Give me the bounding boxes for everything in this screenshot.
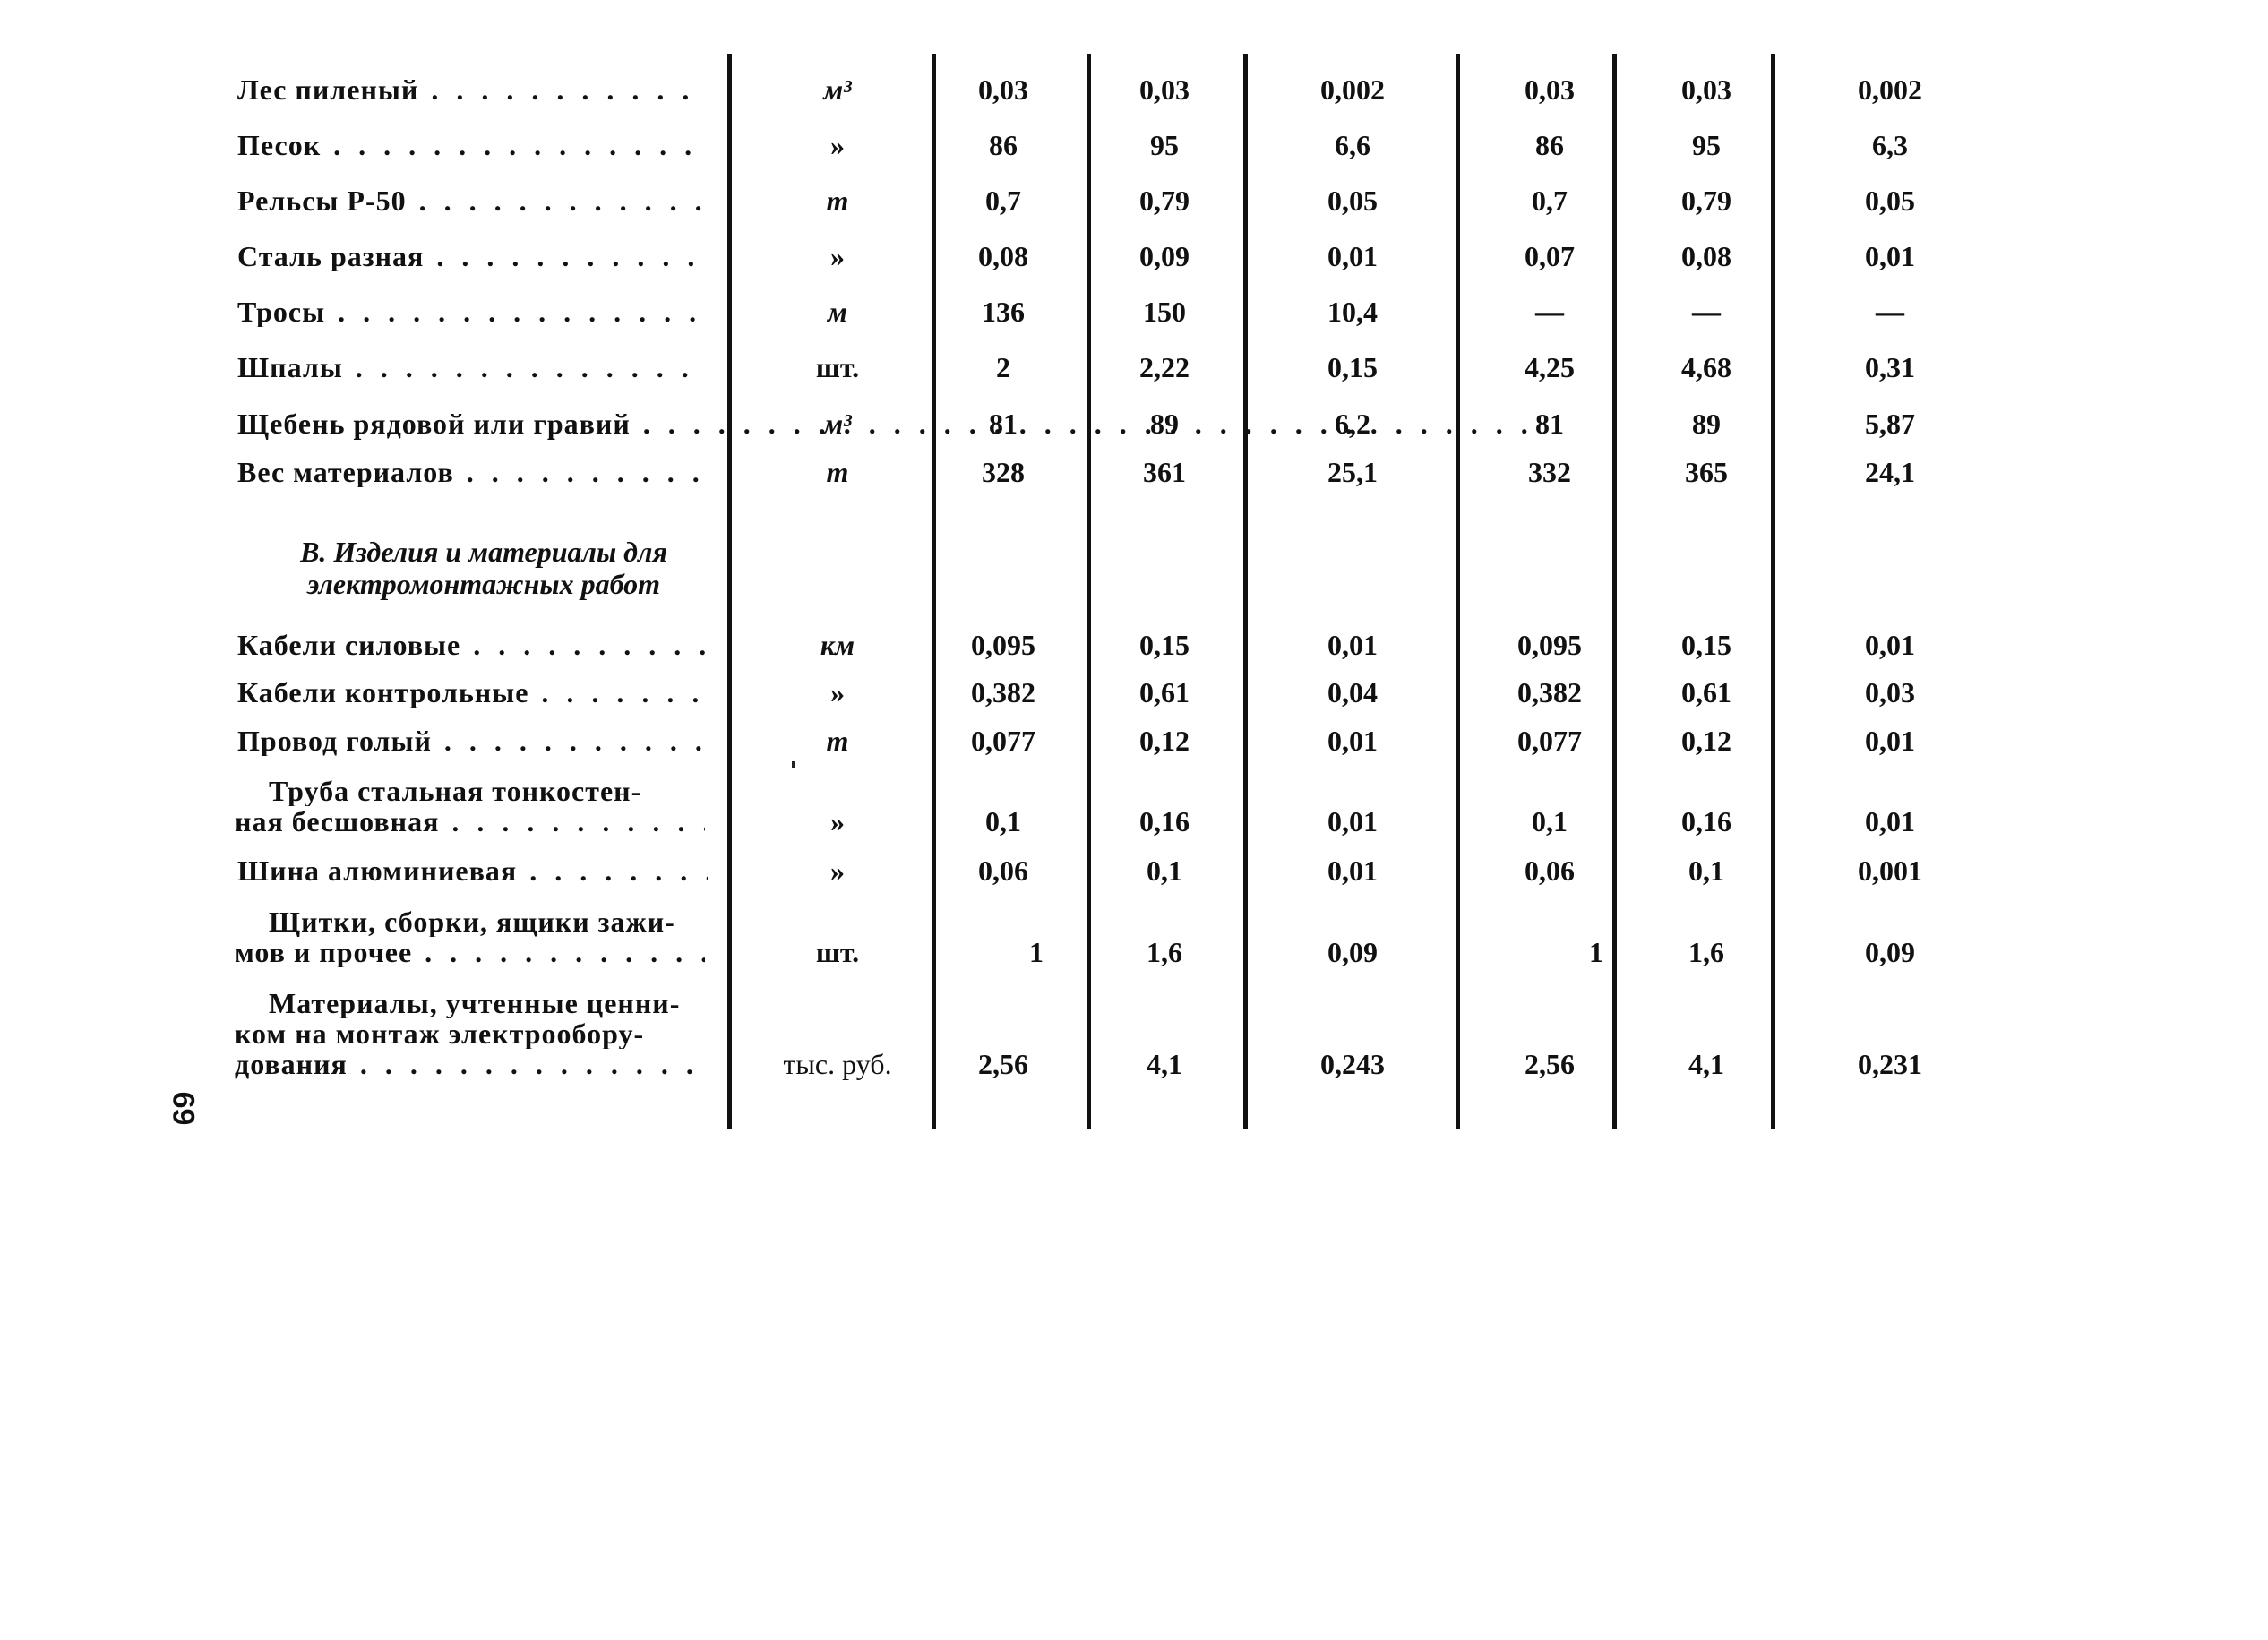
cell: 150: [1143, 296, 1186, 328]
cell: 86: [989, 129, 1018, 161]
cell: 4,1: [1688, 1048, 1724, 1080]
cell: 5,87: [1865, 408, 1915, 440]
row-unit: м³: [823, 73, 852, 106]
row-unit: »: [830, 129, 845, 161]
cell: 332: [1528, 456, 1571, 488]
cell: 0,16: [1139, 805, 1190, 837]
row-unit: м: [828, 296, 847, 328]
row-name: Материалы, учтенные ценни- ком на монтаж электрообору- дования . . .: [235, 988, 705, 1079]
cell: 4,68: [1681, 351, 1731, 383]
cell: 0,03: [1681, 73, 1731, 106]
cell: 25,1: [1327, 456, 1378, 488]
cell: 0,7: [985, 185, 1021, 217]
cell: 1,6: [1688, 936, 1724, 968]
cell: 0,09: [1865, 936, 1915, 968]
row-name: Песок . . .: [237, 130, 708, 160]
cell: 0,7: [1532, 185, 1568, 217]
cell: 0,03: [1865, 676, 1915, 708]
cell: 6,2: [1335, 408, 1370, 440]
row-unit: шт.: [815, 351, 860, 383]
row-name: Кабели контрольные . . .: [237, 677, 708, 708]
cell: —: [1692, 296, 1721, 328]
cell: 2,22: [1139, 351, 1190, 383]
cell: 1: [1029, 936, 1044, 968]
cell: 0,01: [1865, 725, 1915, 757]
section-heading: [251, 536, 717, 600]
section-heading-line: электромонтажных работ: [306, 568, 661, 600]
cell: 81: [1535, 408, 1564, 440]
section-heading-line: В. Изделия и материалы для: [300, 536, 667, 568]
cell: 1: [1589, 936, 1603, 968]
cell: 136: [982, 296, 1025, 328]
cell: 0,002: [1858, 73, 1922, 106]
row-name: Шина алюминиевая . . .: [237, 855, 708, 886]
column-rule: [1087, 54, 1091, 1129]
cell: 0,01: [1865, 805, 1915, 837]
cell: 0,03: [978, 73, 1028, 106]
cell: 6,3: [1872, 129, 1908, 161]
cell: 0,03: [1139, 73, 1190, 106]
cell: 4,1: [1147, 1048, 1182, 1080]
row-unit: тыс. руб.: [783, 1048, 892, 1080]
cell: 0,1: [1688, 854, 1724, 887]
cell: 361: [1143, 456, 1186, 488]
cell: 0,01: [1327, 805, 1378, 837]
cell: 0,1: [1147, 854, 1182, 887]
cell: 95: [1692, 129, 1721, 161]
row-unit: »: [830, 240, 845, 272]
cell: 95: [1150, 129, 1179, 161]
row-unit: км: [820, 629, 855, 661]
row-name: Сталь разная . . .: [237, 241, 708, 271]
cell: 0,79: [1139, 185, 1190, 217]
cell: 24,1: [1865, 456, 1915, 488]
cell: 81: [989, 408, 1018, 440]
cell: 0,03: [1525, 73, 1575, 106]
cell: 0,12: [1139, 725, 1190, 757]
cell: 0,001: [1858, 854, 1922, 887]
cell: 0,06: [1525, 854, 1575, 887]
cell: 0,16: [1681, 805, 1731, 837]
cell: 0,61: [1139, 676, 1190, 708]
cell: 0,06: [978, 854, 1028, 887]
cell: 0,002: [1320, 73, 1385, 106]
stray-mark: [792, 761, 795, 768]
column-rule: [1243, 54, 1248, 1129]
cell: 0,01: [1327, 725, 1378, 757]
cell: 6,6: [1335, 129, 1370, 161]
cell: 0,243: [1320, 1048, 1385, 1080]
row-name: Лес пиленый . . .: [237, 74, 708, 105]
cell: 0,077: [971, 725, 1035, 757]
cell: 89: [1150, 408, 1179, 440]
cell: 0,15: [1681, 629, 1731, 661]
row-name: Провод голый . . .: [237, 726, 708, 756]
cell: 0,05: [1865, 185, 1915, 217]
cell: 0,01: [1327, 629, 1378, 661]
row-unit: т: [826, 185, 849, 217]
cell: 0,382: [1517, 676, 1582, 708]
row-unit: м³: [823, 408, 852, 440]
cell: 0,382: [971, 676, 1035, 708]
cell: 86: [1535, 129, 1564, 161]
row-name: Кабели силовые . . .: [237, 630, 708, 660]
cell: 10,4: [1327, 296, 1378, 328]
cell: 0,095: [1517, 629, 1582, 661]
cell: 0,01: [1865, 629, 1915, 661]
row-unit: т: [826, 725, 849, 757]
cell: 0,79: [1681, 185, 1731, 217]
cell: 0,09: [1327, 936, 1378, 968]
cell: 0,01: [1327, 240, 1378, 272]
row-unit: шт.: [815, 936, 860, 968]
cell: 0,08: [978, 240, 1028, 272]
cell: —: [1876, 296, 1904, 328]
cell: 0,61: [1681, 676, 1731, 708]
cell: 2,56: [1525, 1048, 1575, 1080]
row-unit: »: [830, 854, 845, 887]
cell: 0,01: [1865, 240, 1915, 272]
cell: 0,15: [1327, 351, 1378, 383]
page-number: 69: [166, 1091, 201, 1126]
row-name: Щебень рядовой или гравий . . .: [237, 408, 708, 439]
cell: 0,1: [1532, 805, 1568, 837]
cell: 0,04: [1327, 676, 1378, 708]
cell: 0,231: [1858, 1048, 1922, 1080]
row-unit: т: [826, 456, 849, 488]
cell: 0,31: [1865, 351, 1915, 383]
cell: 89: [1692, 408, 1721, 440]
row-name: Труба стальная тонкостен- ная бесшовная . . .: [235, 776, 705, 837]
cell: 0,05: [1327, 185, 1378, 217]
cell: 328: [982, 456, 1025, 488]
row-name: Рельсы Р-50 . . .: [237, 185, 708, 216]
column-rule: [1456, 54, 1460, 1129]
row-name: Шпалы . . .: [237, 352, 708, 382]
cell: 0,15: [1139, 629, 1190, 661]
cell: 2: [996, 351, 1010, 383]
cell: 0,01: [1327, 854, 1378, 887]
row-name: Вес материалов . . .: [237, 457, 708, 487]
row-name: Щитки, сборки, ящики зажи- мов и прочее . . .: [235, 906, 705, 967]
cell: —: [1535, 296, 1564, 328]
cell: 0,077: [1517, 725, 1582, 757]
cell: 365: [1685, 456, 1728, 488]
cell: 0,09: [1139, 240, 1190, 272]
row-unit: »: [830, 805, 845, 837]
cell: 0,08: [1681, 240, 1731, 272]
cell: 2,56: [978, 1048, 1028, 1080]
cell: 0,095: [971, 629, 1035, 661]
column-rule: [727, 54, 732, 1129]
cell: 0,1: [985, 805, 1021, 837]
row-name: Тросы . . .: [237, 296, 708, 327]
cell: 0,07: [1525, 240, 1575, 272]
cell: 0,12: [1681, 725, 1731, 757]
cell: 1,6: [1147, 936, 1182, 968]
row-unit: »: [830, 676, 845, 708]
cell: 4,25: [1525, 351, 1575, 383]
